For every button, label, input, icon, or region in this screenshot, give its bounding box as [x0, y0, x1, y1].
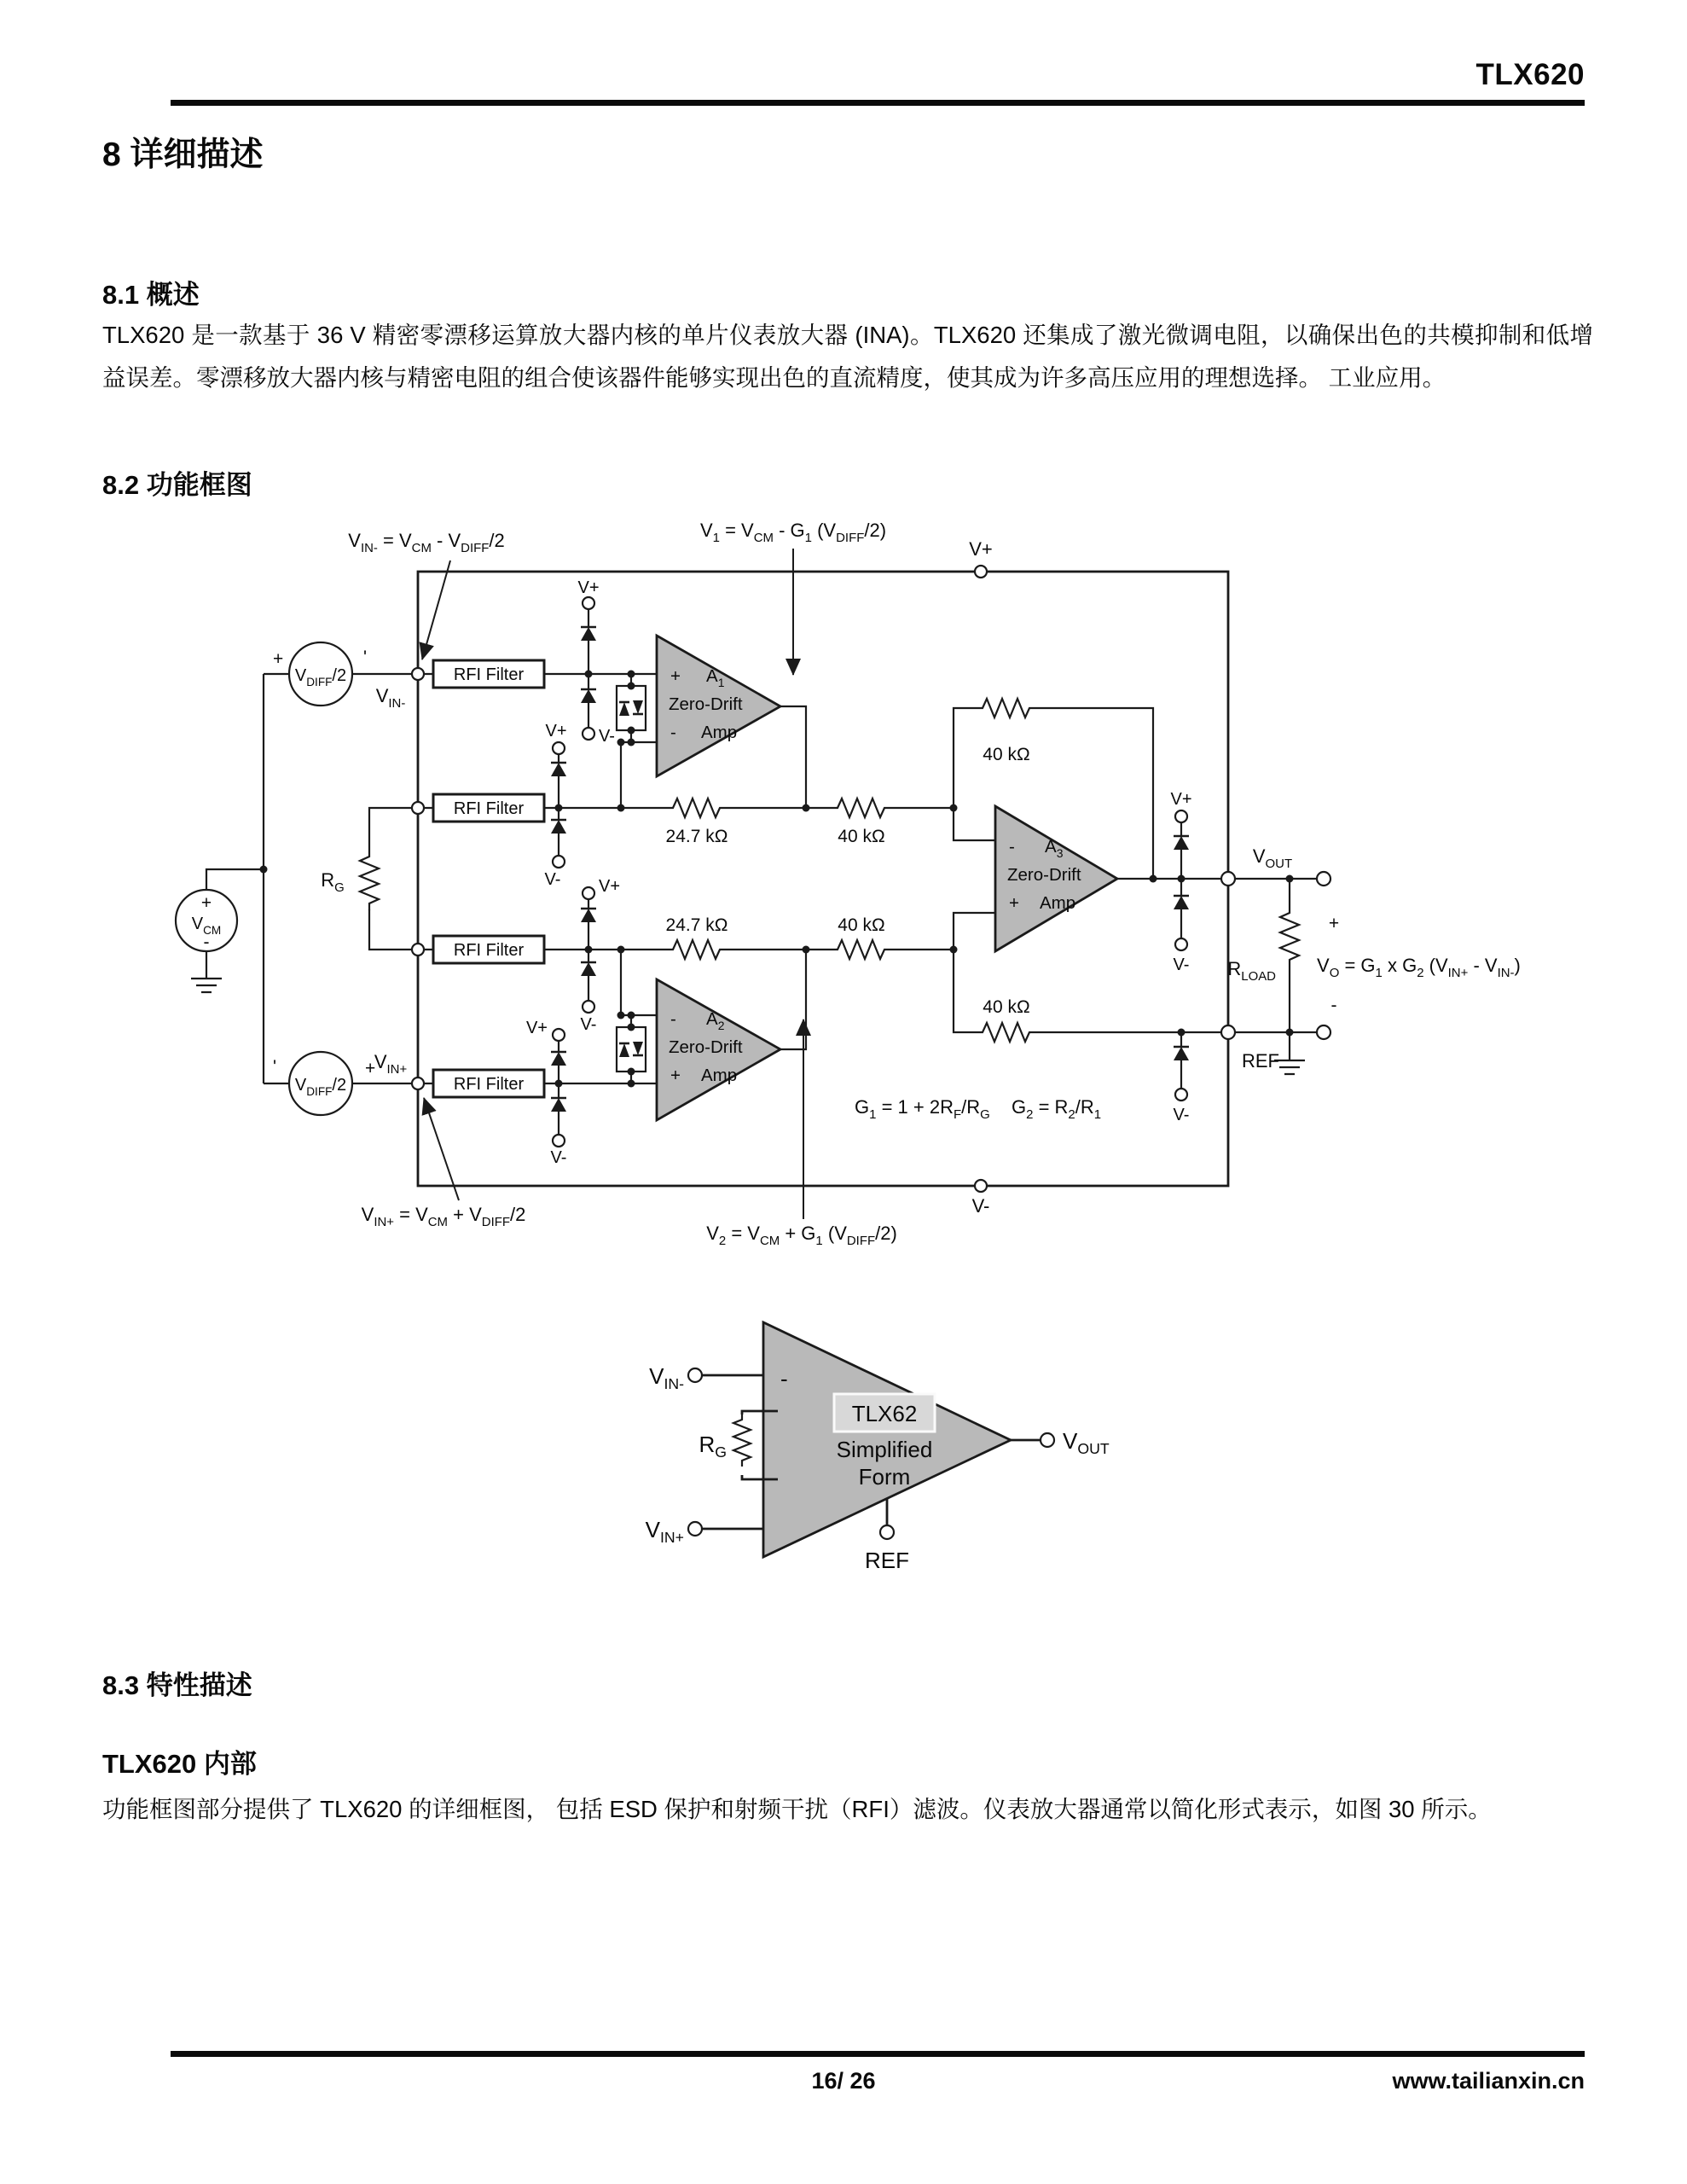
- section-8-1-heading: 8.1 概述: [102, 280, 200, 310]
- terminal-vin-minus: [412, 668, 424, 680]
- label-v1-equation: $V_1 = V_{CM} - G_1$ $(V_{DIFF}/2)$: [699, 520, 887, 545]
- label-vplus-output: V+: [1170, 790, 1192, 809]
- simplified-terminal-vin-plus: [688, 1522, 702, 1536]
- label-r40-feedback-bottom: 40 kΩ: [983, 997, 1030, 1017]
- label-vout: $V_{OUT}$: [1252, 845, 1293, 871]
- rfi-filter-4: [433, 1070, 544, 1097]
- label-vo-plus: +: [1328, 914, 1340, 933]
- label-vminus-row3: V-: [580, 1015, 597, 1034]
- resistor-rload: [1280, 906, 1299, 967]
- label-vminus-row4: V-: [550, 1148, 567, 1167]
- simplified-label-ref: REF: [865, 1548, 909, 1573]
- amp-a3-amp-label: Amp: [1040, 893, 1076, 913]
- ground-symbol-vcm: [191, 979, 222, 992]
- resistor-40k-feedback-bottom: [976, 1023, 1037, 1042]
- amp-a3-minus-sign: -: [1009, 837, 1015, 857]
- label-vplus-row2: V+: [545, 722, 567, 741]
- section-8-heading: 8 详细描述: [102, 136, 264, 173]
- label-vplus-row3: V+: [599, 877, 621, 896]
- terminal-rg-bottom: [412, 944, 424, 956]
- resistor-24-7k-row2: [666, 799, 728, 817]
- label-g2-equation: $G_2 = R_2/R_1$: [1012, 1096, 1102, 1122]
- rfi-filter-3-label: RFI Filter: [453, 941, 525, 960]
- footer-page-number: 16/ 26: [811, 2068, 876, 2094]
- simplified-label-line3: Form: [858, 1464, 911, 1490]
- terminal-vminus-supply: [975, 1180, 987, 1192]
- terminal-vplus-supply: [975, 566, 987, 578]
- section-8-3-heading: 8.3 特性描述: [102, 1670, 252, 1700]
- vdiff-top-prime: ': [363, 648, 368, 667]
- section-8-3-subheading: TLX620 内部: [102, 1749, 257, 1779]
- vcm-plus: +: [200, 893, 212, 913]
- amp-a2-plus-sign: +: [670, 1066, 681, 1085]
- label-r247-row2: 24.7 kΩ: [665, 827, 728, 846]
- amp-a3-name: $A_3$: [1045, 837, 1064, 860]
- terminal-rg-top: [412, 802, 424, 814]
- resistor-40k-row2: [831, 799, 892, 817]
- amp-a2-zero-drift-label: Zero-Drift: [669, 1037, 743, 1057]
- header-rule: [171, 100, 1585, 106]
- vdiff-bottom-plus: +: [365, 1059, 376, 1078]
- rfi-filter-1: [433, 660, 544, 688]
- amp-a2-minus-sign: -: [670, 1009, 676, 1029]
- label-rload: $R_{LOAD}$: [1227, 958, 1276, 984]
- resistor-40k-feedback-top: [976, 699, 1037, 717]
- label-vplus-supply: V+: [969, 538, 993, 560]
- label-vin-minus-pin: $V_{IN-}$: [375, 685, 406, 711]
- vdiff-bottom-label: $V_{DIFF}/2$: [294, 1076, 347, 1098]
- clamp-diode-pair-a1: [617, 686, 646, 730]
- section-8-1-paragraph: TLX620 是一款基于 36 V 精密零漂移运算放大器内核的单片仪表放大器 (INA)。TLX620 还集成了激光微调电阻，以确保出色的共模抑制和低增益误差。零漂移放大器内核与精密电阻的组合使该器件能够实现出色的直流精度，使其成为许多高压应用的理想选择。 工业应用。: [102, 322, 1593, 391]
- simplified-label-rg: $R_G$: [699, 1432, 727, 1461]
- rfi-filter-3: [433, 936, 544, 963]
- label-vplus-row4: V+: [525, 1019, 548, 1037]
- rfi-filter-4-label: RFI Filter: [453, 1075, 525, 1094]
- amp-a3: [995, 806, 1117, 951]
- label-rg: $R_G$: [321, 869, 345, 895]
- label-r40-row2: 40 kΩ: [838, 827, 885, 846]
- simplified-part-number: TLX62: [851, 1401, 918, 1426]
- vdiff-top-plus: +: [273, 649, 284, 669]
- simplified-terminal-ref: [880, 1525, 894, 1539]
- simplified-label-line2: Simplified: [836, 1437, 933, 1462]
- label-vminus-row2: V-: [544, 870, 561, 889]
- simplified-label-vin-plus: $V_{IN+}$: [645, 1517, 684, 1546]
- label-v2-equation: $V_2 = V_{CM} + G_1$ $(V_{DIFF}/2)$: [706, 1223, 897, 1248]
- label-vo-equation: $V_O = G_1$ x $G_2$ $(V_{IN+} - V_{IN-})$: [1317, 955, 1521, 980]
- section-8-3-paragraph: 功能框图部分提供了 TLX620 的详细框图， 包括 ESD 保护和射频干扰（RFI）滤波。仪表放大器通常以简化形式表示，如图 30 所示。: [102, 1796, 1492, 1822]
- clamp-diode-pair-a2: [617, 1027, 646, 1072]
- section-8-2-heading: 8.2 功能框图: [102, 470, 252, 500]
- label-vplus-row1: V+: [577, 578, 600, 597]
- amp-a1-minus-sign: -: [670, 723, 676, 742]
- amp-a2-amp-label: Amp: [701, 1066, 738, 1085]
- terminal-ref-external: [1317, 1025, 1330, 1039]
- amp-a1-name: $A_1$: [706, 666, 725, 689]
- label-g1-equation: $G_1 = 1 + 2R_F/R_G$: [855, 1096, 990, 1122]
- vdiff-top-label: $V_{DIFF}/2$: [294, 666, 347, 688]
- resistor-40k-row3: [831, 940, 892, 959]
- amp-a1-zero-drift-label: Zero-Drift: [669, 694, 743, 714]
- simplified-minus-sign: -: [780, 1366, 788, 1391]
- rfi-filter-2-label: RFI Filter: [453, 799, 525, 818]
- resistor-24-7k-row3: [666, 940, 728, 959]
- label-vminus-supply: V-: [971, 1195, 990, 1217]
- amp-a3-plus-sign: +: [1009, 893, 1019, 913]
- amp-a1-plus-sign: +: [670, 666, 681, 686]
- rfi-filter-2: [433, 794, 544, 822]
- amp-a3-zero-drift-label: Zero-Drift: [1007, 865, 1081, 885]
- amp-a1: [657, 636, 780, 776]
- label-vo-minus: -: [1330, 996, 1337, 1015]
- amp-a2: [657, 979, 780, 1120]
- vdiff-bottom-prime: ': [273, 1057, 277, 1077]
- label-vminus-ref: V-: [1173, 1106, 1190, 1124]
- label-vminus-output: V-: [1173, 956, 1190, 974]
- simplified-terminal-vin-minus: [688, 1368, 702, 1382]
- vcm-label: $V_{CM}$: [191, 915, 222, 937]
- arrow-vin-minus: [422, 561, 450, 659]
- terminal-vout-external: [1317, 872, 1330, 886]
- label-r40-feedback-top: 40 kΩ: [983, 745, 1030, 764]
- rfi-filter-1-label: RFI Filter: [453, 665, 525, 684]
- simplified-terminal-vout: [1041, 1433, 1054, 1447]
- label-vin-plus-pin: $V_{IN+}$: [374, 1051, 408, 1077]
- page-title: TLX620: [1475, 58, 1585, 91]
- simplified-label-vin-minus: $V_{IN-}$: [649, 1363, 684, 1392]
- label-r247-row3: 24.7 kΩ: [665, 915, 728, 935]
- footer-rule: [171, 2051, 1585, 2057]
- label-vin-plus-equation: $V_{IN+} = V_{CM} + V_{DIFF}/2$: [361, 1204, 526, 1229]
- label-ref: REF: [1242, 1050, 1279, 1072]
- footer-website: www.tailianxin.cn: [1392, 2068, 1585, 2094]
- label-r40-row3: 40 kΩ: [838, 915, 885, 935]
- resistor-rg: [360, 850, 379, 910]
- simplified-label-vout: $V_{OUT}$: [1063, 1428, 1110, 1457]
- simplified-rg-resistor: [733, 1414, 751, 1467]
- terminal-vout-pin: [1221, 872, 1235, 886]
- terminal-ref-pin: [1221, 1025, 1235, 1039]
- functional-block-diagram: [119, 508, 1569, 1292]
- vcm-minus: -: [203, 932, 210, 952]
- amp-a2-name: $A_2$: [706, 1009, 725, 1032]
- simplified-form-diagram: [631, 1305, 1160, 1612]
- terminal-vin-plus: [412, 1077, 424, 1089]
- label-vin-minus-equation: $V_{IN-} = V_{CM} - V_{DIFF}/2$: [348, 530, 505, 555]
- label-vminus-row1: V-: [599, 727, 615, 746]
- amp-a1-amp-label: Amp: [701, 723, 738, 742]
